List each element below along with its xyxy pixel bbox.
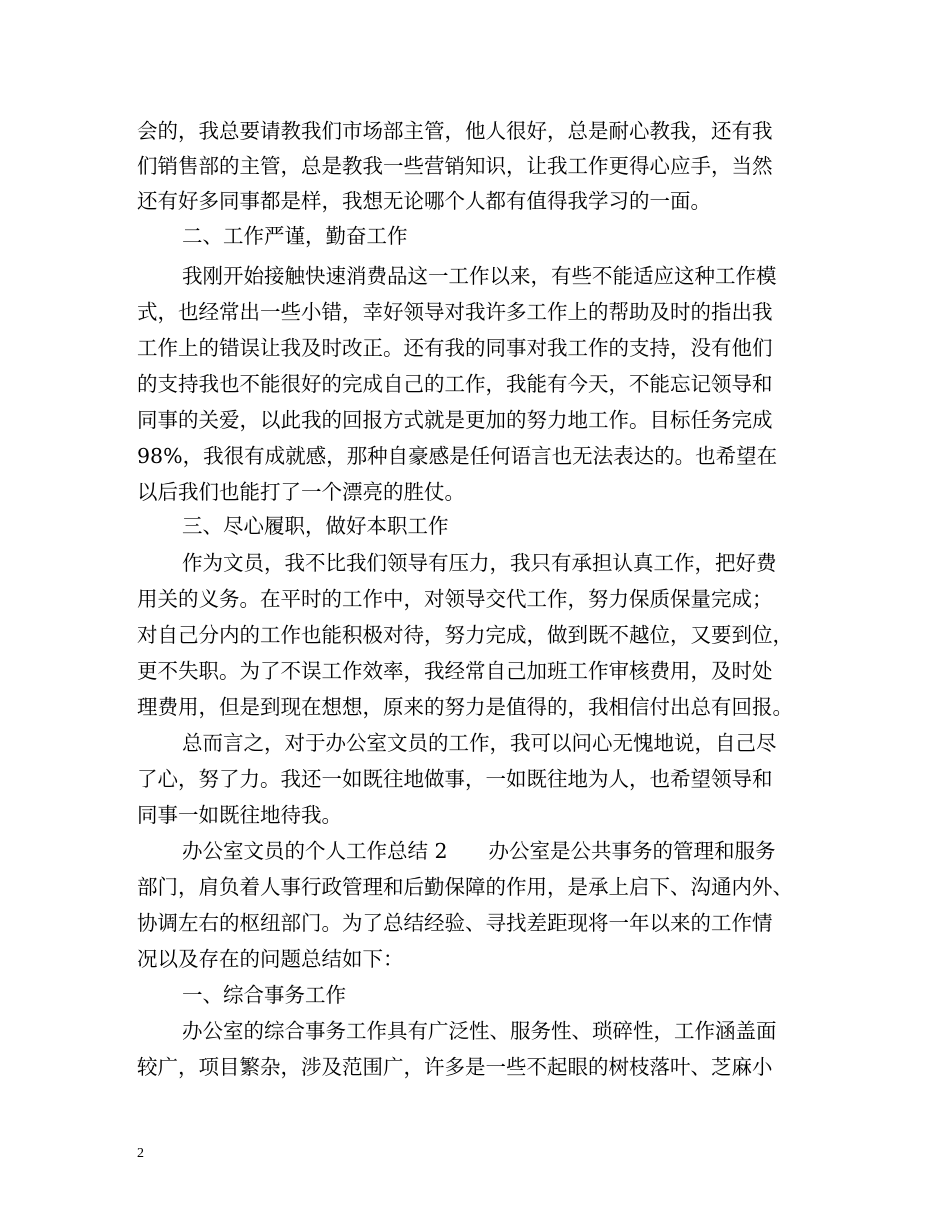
text-line: 同事一如既往地待我。 — [137, 803, 342, 827]
text-line: 况以及存在的问题总结如下： — [137, 947, 404, 971]
text-line: 部门，肩负着人事行政管理和后勤保障的作用，是承上启下、沟通内外、 — [137, 875, 793, 899]
section-heading: 三、尽心履职，做好本职工作 — [182, 514, 449, 538]
page-number: 2 — [137, 1146, 144, 1161]
text-line: 工作上的错误让我及时改正。还有我的同事对我工作的支持，没有他们 — [137, 336, 773, 360]
text-line: 还有好多同事都是样，我想无论哪个人都有值得我学习的一面。 — [137, 189, 711, 213]
text-line: 的支持我也不能很好的完成自己的工作，我能有今天，不能忘记领导和 — [137, 372, 773, 396]
section-heading: 一、综合事务工作 — [182, 983, 346, 1007]
text-line: 我刚开始接触快速消费品这一工作以来，有些不能适应这种工作模 — [182, 264, 777, 288]
text-line: 用关的义务。在平时的工作中，对领导交代工作，努力保质保量完成； — [137, 587, 773, 611]
text-line: 式，也经常出一些小错，幸好领导对我许多工作上的帮助及时的指出我 — [137, 300, 773, 324]
text-line: 更不失职。为了不误工作效率，我经常自己加班工作审核费用，及时处 — [137, 659, 773, 683]
text-line: 理费用，但是到现在想想，原来的努力是值得的，我相信付出总有回报。 — [137, 695, 793, 719]
text-line: 作为文员，我不比我们领导有压力，我只有承担认真工作，把好费 — [182, 551, 777, 575]
text-line: 同事的关爱，以此我的回报方式就是更加的努力地工作。目标任务完成 — [137, 408, 773, 432]
text-line: 会的，我总要请教我们市场部主管，他人很好，总是耐心教我，还有我 — [137, 119, 773, 143]
text-line: 以后我们也能打了一个漂亮的胜仗。 — [137, 480, 465, 504]
text-line: 较广，项目繁杂，涉及范围广，许多是一些不起眼的树枝落叶、芝麻小 — [137, 1055, 773, 1079]
text-line: 办公室的综合事务工作具有广泛性、服务性、琐碎性，工作涵盖面 — [182, 1019, 777, 1043]
text-line: 协调左右的枢纽部门。为了总结经验、寻找差距现将一年以来的工作情 — [137, 911, 773, 935]
text-line: 总而言之，对于办公室文员的工作，我可以问心无愧地说，自己尽 — [182, 731, 777, 755]
text-line: 对自己分内的工作也能积极对待，努力完成，做到既不越位，又要到位， — [137, 623, 793, 647]
text-line: 98%，我很有成就感，那种自豪感是任何语言也无法表达的。也希望在 — [137, 444, 778, 468]
text-line: 们销售部的主管，总是教我一些营销知识，让我工作更得心应手，当然 — [137, 154, 773, 178]
text-line: 了心，努了力。我还一如既往地做事，一如既往地为人，也希望领导和 — [137, 767, 773, 791]
section-heading: 办公室文员的个人工作总结 2 办公室是公共事务的管理和服务 — [182, 839, 776, 863]
section-heading: 二、工作严谨，勤奋工作 — [182, 224, 408, 248]
